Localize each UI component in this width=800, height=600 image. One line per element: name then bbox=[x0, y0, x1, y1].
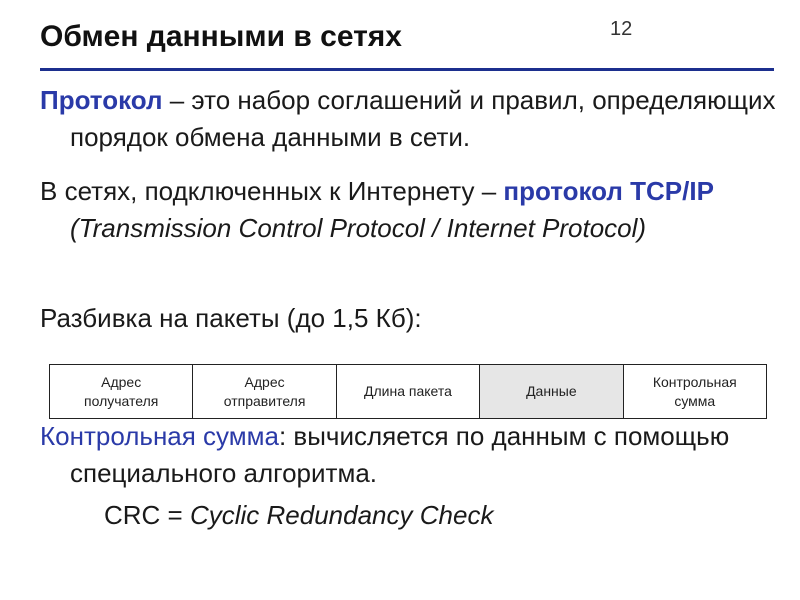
tcp-ip-term: протокол TCP/IP bbox=[503, 176, 714, 206]
packet-cell-recipient-address bbox=[50, 365, 193, 419]
protocol-term: Протокол bbox=[40, 85, 163, 115]
cell-line: Контрольная bbox=[652, 373, 737, 390]
checksum-paragraph bbox=[40, 418, 790, 492]
cell-line: Данные bbox=[526, 383, 577, 399]
cell-line: получателя bbox=[84, 392, 159, 409]
packet-structure-row bbox=[50, 365, 767, 419]
packet-structure-table bbox=[49, 364, 767, 419]
cell-line: Длина пакета bbox=[364, 383, 452, 399]
packet-split-paragraph: Разбивка на пакеты (до 1,5 Кб): bbox=[40, 303, 422, 333]
title-underline bbox=[40, 68, 774, 71]
checksum-text: : вычисляется по данным с помощью специального алгоритма. bbox=[70, 421, 730, 488]
packet-cell-checksum bbox=[623, 365, 766, 419]
page-number: 12 bbox=[610, 18, 633, 40]
protocol-definition bbox=[40, 82, 790, 156]
protocol-definition-text: – это набор соглашений и правил, определяющих порядок обмена данными в сети. bbox=[70, 85, 776, 152]
packet-cell-data bbox=[480, 365, 623, 419]
checksum-term: Контрольная сумма bbox=[40, 421, 279, 451]
cell-line: сумма bbox=[674, 392, 716, 409]
crc-prefix: CRC = bbox=[104, 500, 190, 530]
crc-definition bbox=[104, 497, 493, 534]
cell-line: Адрес bbox=[244, 373, 285, 390]
slide-title: Обмен данными в сетях bbox=[40, 20, 402, 53]
crc-expansion: Cyclic Redundancy Check bbox=[189, 500, 494, 530]
packet-cell-length bbox=[336, 365, 479, 419]
packet-cell-sender-address bbox=[193, 365, 336, 419]
tcp-ip-intro-text: В сетях, подключенных к Интернету – bbox=[40, 176, 504, 206]
tcp-ip-paragraph bbox=[40, 173, 790, 247]
cell-line: отправителя bbox=[223, 392, 306, 409]
tcp-ip-expansion: (Transmission Control Protocol / Internet Protocol) bbox=[70, 213, 647, 243]
cell-line: Адрес bbox=[101, 373, 142, 390]
